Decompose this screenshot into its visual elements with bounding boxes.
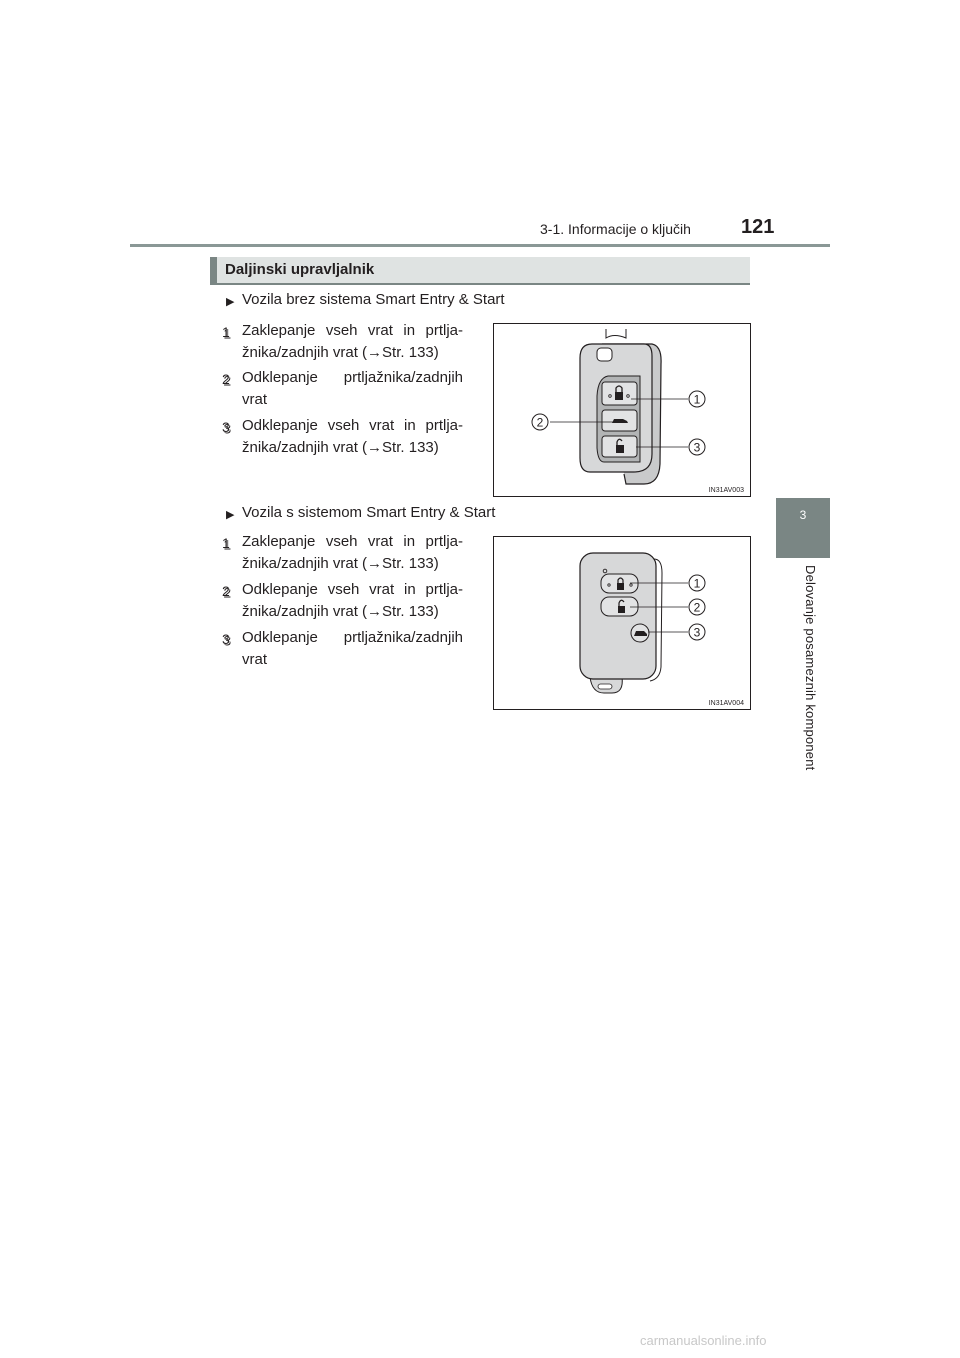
running-header-section: 3-1. Informacije o ključih [540, 221, 691, 237]
item-number: 3 [222, 419, 230, 435]
variant-title: Vozila s sistemom Smart Entry & Start [242, 504, 496, 521]
callout-label: 1 [693, 392, 701, 407]
flip-key-illustration [494, 324, 750, 496]
callout-label: 2 [536, 415, 544, 430]
callout-label: 3 [693, 625, 701, 640]
figure-code: IN31AV004 [708, 700, 744, 707]
callout-label: 1 [693, 576, 701, 591]
lock-icon [617, 583, 624, 590]
callout-label: 3 [693, 440, 701, 455]
unlock-icon [616, 445, 624, 453]
key-ring-slot [598, 684, 612, 689]
watermark: carmanualsonline.info [640, 1333, 767, 1348]
chapter-tab-number: 3 [799, 508, 807, 522]
chapter-tab-title: Delovanje posameznih komponent [803, 565, 818, 771]
item-text: Odklepanje vseh vrat in prtlja-žnika/zadnjih vrat (→Str. 133) [242, 581, 463, 620]
bullet-triangle-icon: ▶ [226, 509, 235, 521]
section-heading: Daljinski upravljalnik [225, 261, 375, 278]
item-text: Zaklepanje vseh vrat in prtlja-žnika/zadnjih vrat (→Str. 133) [242, 322, 463, 361]
item-number: 2 [222, 583, 230, 599]
lock-icon [615, 392, 623, 400]
header-rule [130, 244, 830, 247]
bullet-triangle-icon: ▶ [226, 296, 235, 308]
item-text: Odklepanje prtljažnika/zadnjih vrat [242, 369, 463, 408]
smart-key-illustration [494, 537, 750, 709]
figure-flip-key [493, 323, 751, 497]
item-number: 2 [222, 371, 230, 387]
chapter-tab [776, 498, 830, 558]
figure-smart-key [493, 536, 751, 710]
item-text: Odklepanje vseh vrat in prtlja-žnika/zadnjih vrat (→Str. 133) [242, 417, 463, 456]
item-text: Zaklepanje vseh vrat in prtlja-žnika/zadnjih vrat (→Str. 133) [242, 533, 463, 572]
variant-title: Vozila brez sistema Smart Entry & Start [242, 291, 505, 308]
callout-label: 2 [693, 600, 701, 615]
section-heading-rule [210, 283, 750, 285]
key-release-button [597, 348, 612, 361]
item-number: 1 [222, 535, 230, 551]
unlock-icon [618, 606, 625, 613]
item-text: Odklepanje prtljažnika/zadnjih vrat [242, 629, 463, 668]
item-number: 3 [222, 631, 230, 647]
section-heading-accent [210, 257, 217, 283]
key-blade [606, 329, 626, 338]
item-number: 1 [222, 324, 230, 340]
page-number: 121 [741, 216, 775, 238]
figure-code: IN31AV003 [708, 487, 744, 494]
